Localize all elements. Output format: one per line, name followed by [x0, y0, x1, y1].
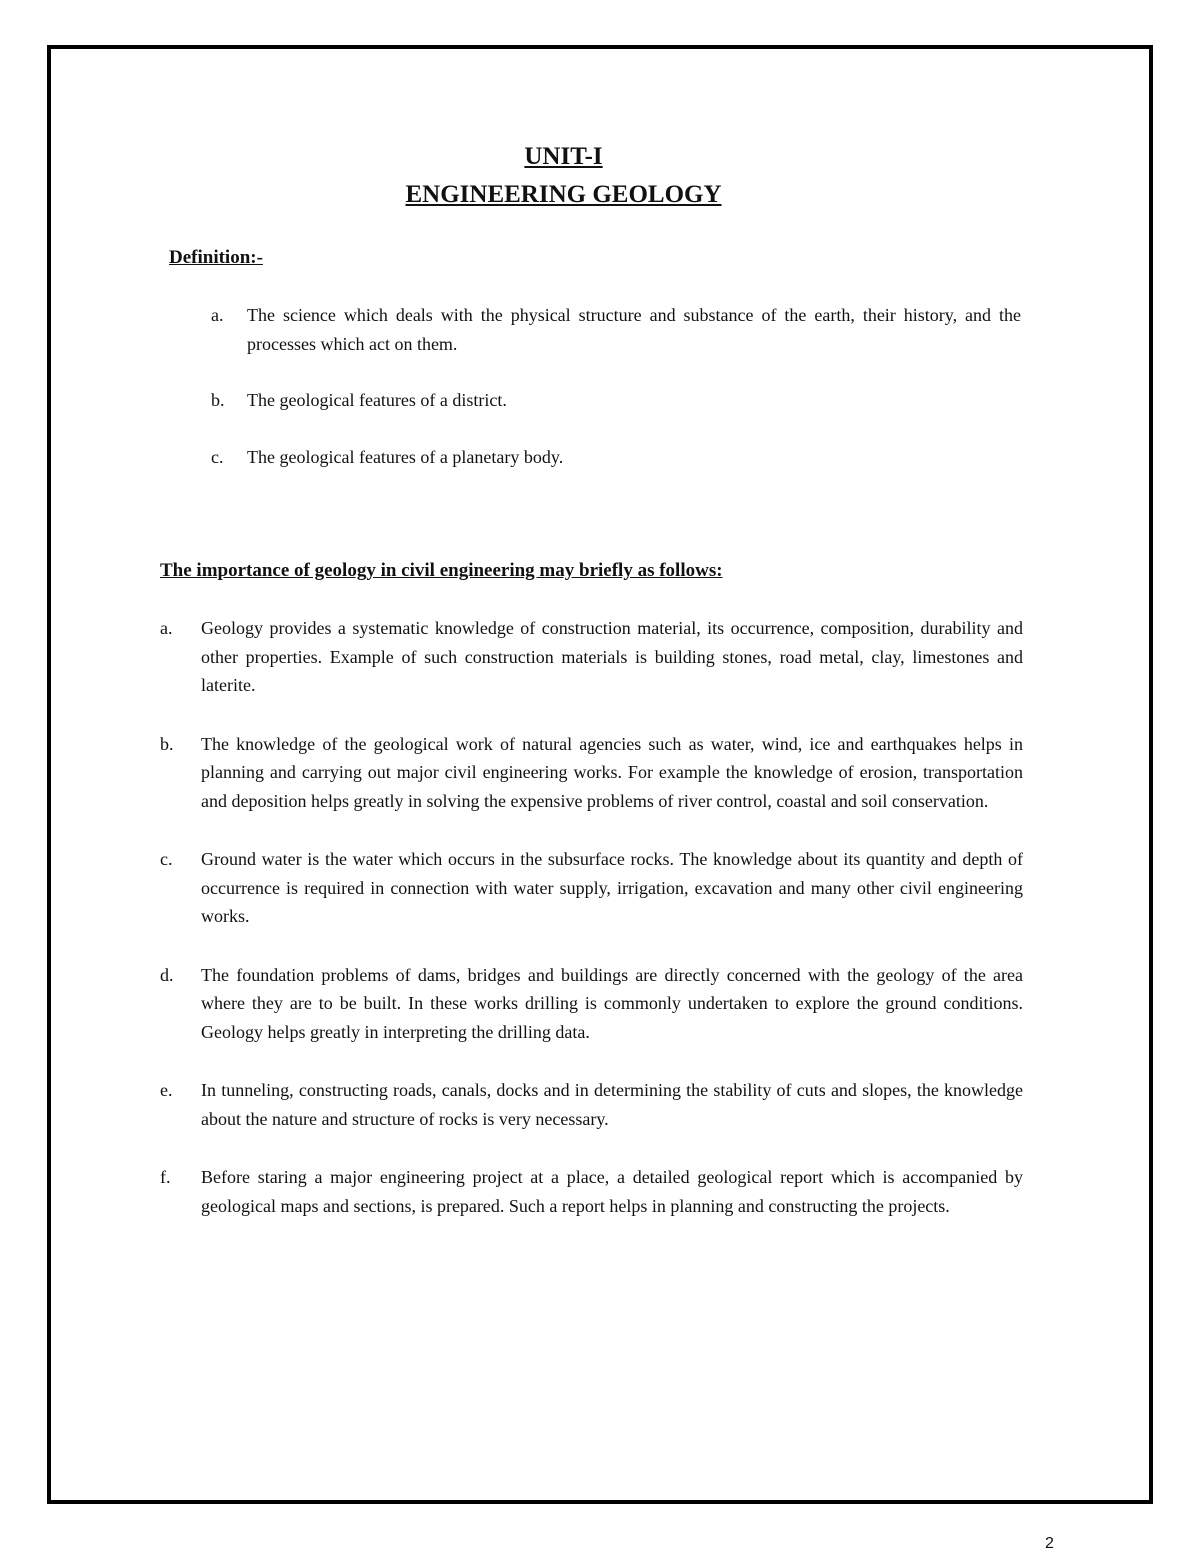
importance-item [160, 1076, 1023, 1133]
importance-text: The knowledge of the geological work of natural agencies such as water, wind, ice and earthquakes helps in planning and carrying out major civil engineering works. For example the knowledge of erosion, transportation and deposition helps greatly in solving the expensive problems of river control, coastal and soil conservation. [201, 733, 1023, 811]
definition-item [211, 386, 1021, 415]
importance-item [160, 961, 1023, 1047]
definition-text: The geological features of a planetary body. [247, 446, 564, 467]
definition-item [211, 443, 1021, 472]
list-marker: a. [160, 618, 173, 638]
importance-text: In tunneling, constructing roads, canals, docks and in determining the stability of cuts and slopes, the knowledge about the nature and structure of rocks is very necessary. [201, 1080, 1023, 1129]
list-marker: d. [160, 964, 174, 985]
list-marker: c. [160, 849, 173, 869]
importance-item [160, 1163, 1023, 1220]
importance-item [160, 614, 1023, 700]
importance-list [160, 614, 1023, 1250]
importance-text: Geology provides a systematic knowledge of construction material, its occurrence, composition, durability and other properties. Example of such construction materials is building stones, road metal, clay, limestones and laterite. [201, 618, 1023, 695]
importance-text: Ground water is the water which occurs in the subsurface rocks. The knowledge about its quantity and depth of occurrence is required in connection with water supply, irrigation, excavation and many other civil engineering works. [201, 849, 1023, 926]
definition-list [211, 301, 1021, 499]
definition-text: The science which deals with the physical structure and substance of the earth, their history, and the processes which act on them. [247, 305, 1021, 354]
list-marker: b. [160, 733, 174, 754]
unit-title: UNIT-I [524, 143, 603, 170]
list-marker: a. [211, 305, 224, 325]
list-marker: c. [211, 446, 224, 467]
importance-item [160, 845, 1023, 931]
importance-item [160, 730, 1023, 816]
definition-heading: Definition:- [169, 247, 263, 268]
list-marker: b. [211, 390, 225, 410]
page-number: 2 [1045, 1535, 1054, 1552]
importance-text: The foundation problems of dams, bridges and buildings are directly concerned with the geology of the area where they are to be built. In these works drilling is commonly undertaken to explore the ground conditions. Geology helps greatly in interpreting the drilling data. [201, 964, 1023, 1042]
importance-text: Before staring a major engineering project at a place, a detailed geological report which is accompanied by geological maps and sections, is prepared. Such a report helps in planning and constructing the projects. [201, 1167, 1023, 1216]
document-title: ENGINEERING GEOLOGY [405, 181, 722, 208]
definition-item [211, 301, 1021, 358]
definition-text: The geological features of a district. [247, 390, 507, 410]
list-marker: f. [160, 1167, 171, 1187]
importance-heading: The importance of geology in civil engineering may briefly as follows: [160, 560, 723, 581]
list-marker: e. [160, 1080, 173, 1100]
